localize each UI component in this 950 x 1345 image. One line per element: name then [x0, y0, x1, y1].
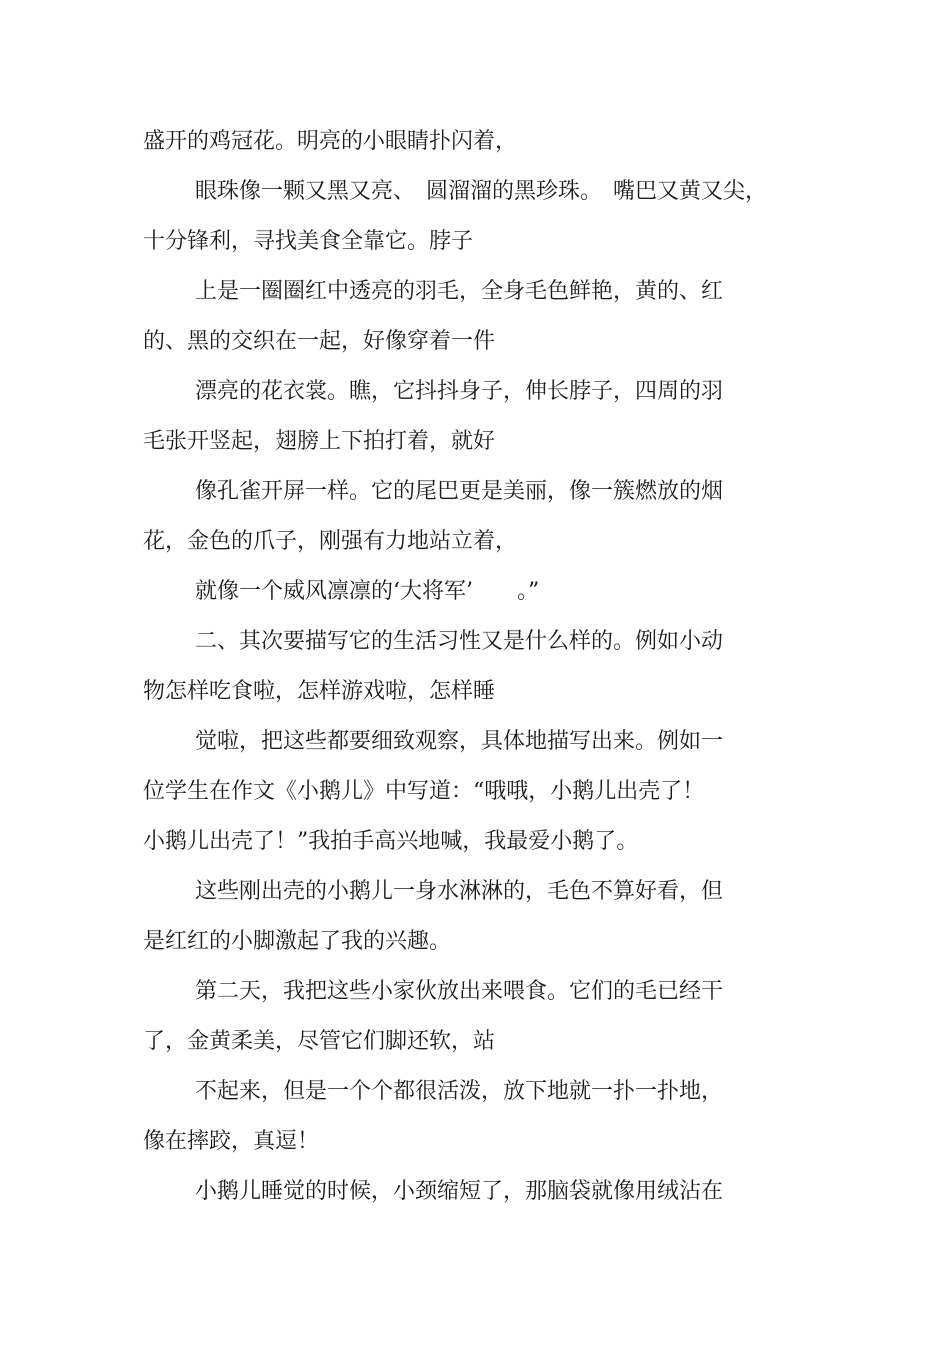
text-line: 了，金黄柔美，尽管它们脚还软，站 [143, 1029, 496, 1054]
text-line: 小鹅儿出壳了！”我拍手高兴地喊，我最爱小鹅了。 [143, 829, 639, 854]
text-line: 二、其次要描写它的生活习性又是什么样的。例如小动 [195, 629, 724, 654]
text-line: 十分锋利，寻找美食全靠它。脖子 [143, 229, 474, 254]
text-line: 盛开的鸡冠花。明亮的小眼睛扑闪着， [143, 129, 518, 154]
text-line: 小鹅儿睡觉的时候，小颈缩短了，那脑袋就像用绒沾在 [195, 1179, 724, 1204]
text-line: 觉啦，把这些都要细致观察，具体地描写出来。例如一 [195, 729, 724, 754]
text-line: 物怎样吃食啦，怎样游戏啦，怎样睡 [143, 679, 496, 704]
text-line: 眼珠像一颗又黑又亮、 圆溜溜的黑珍珠。 嘴巴又黄又尖， [195, 179, 768, 204]
text-line: 是红红的小脚激起了我的兴趣。 [143, 929, 452, 954]
text-line: 的、黑的交织在一起，好像穿着一件 [143, 329, 496, 354]
text-line: 就像一个威风凛凛的‘大将军’ 。” [195, 579, 540, 604]
text-line: 第二天，我把这些小家伙放出来喂食。它们的毛已经干 [195, 979, 724, 1004]
text-line: 这些刚出壳的小鹅儿一身水淋淋的，毛色不算好看，但 [195, 879, 724, 904]
text-line: 毛张开竖起，翅膀上下拍打着，就好 [143, 429, 496, 454]
text-line: 位学生在作文《小鹅儿》中写道：“哦哦，小鹅儿出壳了！ [143, 779, 705, 804]
text-line: 像在摔跤，真逗！ [143, 1129, 320, 1154]
text-line: 不起来，但是一个个都很活泼，放下地就一扑一扑地， [195, 1079, 724, 1104]
text-line: 上是一圈圈红中透亮的羽毛，全身毛色鲜艳，黄的、红 [195, 279, 724, 304]
text-line: 像孔雀开屏一样。它的尾巴更是美丽，像一簇燃放的烟 [195, 479, 724, 504]
text-line: 花，金色的爪子，刚强有力地站立着， [143, 529, 518, 554]
text-line: 漂亮的花衣裳。瞧，它抖抖身子，伸长脖子，四周的羽 [195, 379, 724, 404]
